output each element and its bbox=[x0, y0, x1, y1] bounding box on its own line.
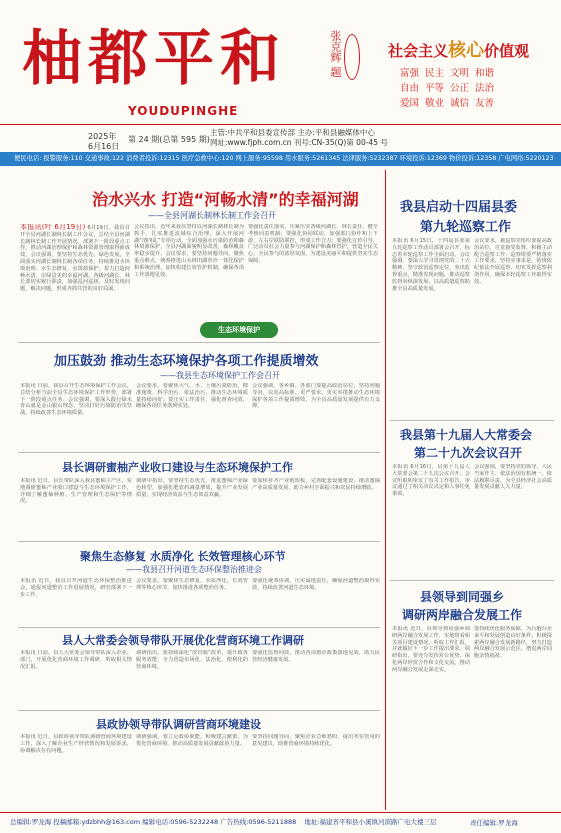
article-headline: 我县启动十四届县委 bbox=[400, 200, 518, 215]
topic-badge: 生态环境保护 bbox=[200, 322, 278, 338]
article-headline: 县长调研蜜柚产业收口建设与生态环境保护工作 bbox=[62, 461, 293, 474]
article-body: 本报讯(叶 6月19日) 6月19日，我县召开全县河湖长制林长制工作会议，总结全县河湖长制林长制工作开展情况，部署下一阶段重点工作，推动河湖治理保护和森林资源管理取得新成效。会议强调，要坚持生态优先、绿色发展，全面落实河湖长制林长制各项任务，持续推进水环境治理、水生态修复、水资源保护，着力打造河畅水清、岸绿景美的幸福河湖。各级河湖长、林长要切实履行职责，加强巡河巡林，及时发现问题、解决问题，形成齐抓共管的良好局面。 bbox=[20, 224, 130, 293]
article-body: 要强化监督问效，推动各项惠企政策落地见效，助力民营经济健康发展。 bbox=[252, 650, 380, 663]
article-body: 本报讯 近日，县政协领导带队调研营商环境建设工作，深入了解企业生产经营情况和发展诉求，协调解决存在问题。 bbox=[20, 734, 132, 754]
article-body: 会议要求，被巡察党组织要提高政治站位，自觉接受监督，积极主动配合巡察工作；巡察组要严格落实工作要求，坚持实事求是，依规依纪依法开展巡察，切实发挥巡察利剑作用，确保本轮巡察工作取得实效。 bbox=[474, 238, 552, 285]
article-body: 要强化统筹协调，压实属地责任，确保河道整治取得实效，持续改善河道生态环境。 bbox=[252, 578, 380, 591]
article-headline: 加压鼓劲 推动生态环境保护各项工作提质增效 bbox=[54, 354, 319, 369]
article-body: 会议要求，要聚焦大气、水、土壤污染防治，精准施策、科学治污、依法治污，推动生态环境质量持续向好；要压实工作责任，强化督查问效，确保各项任务落到实处。 bbox=[136, 383, 248, 410]
article-body: 会议指出，近年来我县坚持以河湖长制林长制为抓手，扎实推进流域综合治理，深入开展河湖“清四乱”专项行动，全面加强水污染防治和森林资源保护，全县河湖面貌明显改善，森林覆盖率稳步提升。会议要求，要坚持问题导向，聚焦重点难点，统筹推进山水林田湖草沙一体化保护和系统治理，加快构建长效管护机制，确保各项工作落地见效。 bbox=[134, 224, 244, 278]
article-body: 会议要求，要聚焦生态修复、水质净化、长效管理等核心环节，加快推进各项整治任务。 bbox=[136, 578, 248, 591]
section-divider bbox=[390, 580, 554, 581]
section-divider bbox=[18, 342, 380, 343]
section-divider bbox=[18, 452, 380, 453]
article-headline: 县领导到同强乡 bbox=[420, 590, 505, 604]
article-body: 本报讯 近日，县领导到同强乡调研两岸融合发展工作，实地察看相关项目建设情况，听取工作汇报，并就做好下一步工作提出要求。调研指出，要充分发挥对台优势，深化两岸经贸合作和文化交流，推动两岸融合发展走深走实。 bbox=[392, 626, 470, 673]
article-body: 要加快补齐产业链短板，完善配套设施建设，推动蜜柚产业高质量发展，助力乡村全面振兴和农民持续增收。 bbox=[252, 478, 380, 491]
article-body: 本报讯 6月15日，十四届县委第九轮巡察工作动员部署会召开，标志着本轮巡察工作全面启动。会议强调，要深入学习贯彻党的二十大精神，坚守政治巡察定位，突出监督重点，精准发现问题，推动巡察监督向纵深发展，以高质量巡察助推全县高质量发展。 bbox=[392, 238, 470, 292]
article-body: 本报讯 近日，我县召开河道生态环保整治推进会，通报河道整治工作进展情况，研究部署下一步工作。 bbox=[20, 578, 132, 598]
article-headline: 我县第十九届人大常委会 bbox=[400, 428, 533, 442]
core-values-title: 社会主义核心价值观 bbox=[388, 40, 530, 61]
issue-date: 2025年 6月16日 bbox=[88, 132, 120, 151]
issue-number: 第 24 期(总第 595 期) bbox=[128, 135, 210, 144]
article-body: 调研强调，要立足政协职能，积极建言献策，为优化营商环境、推动高质量发展贡献政协力量。 bbox=[136, 734, 248, 747]
editor-credit: 责任编辑:罗龙海 bbox=[470, 819, 518, 827]
core-values-row: 自由 平等 公正 法治 bbox=[400, 83, 495, 94]
article-body: 本报讯 6月16日，县第十九届人大常委会第二十九次会议召开。会议听取和审议了有关工作报告，审议通过了相关决议决定和人事任免事项。 bbox=[392, 464, 470, 498]
core-values-row: 富强 民主 文明 和谐 bbox=[400, 68, 495, 79]
seal-mark-icon bbox=[344, 34, 360, 80]
core-values-list bbox=[400, 66, 500, 111]
article-headline: 第九轮巡察工作 bbox=[420, 220, 512, 235]
article-headline: 治水兴水 打造“河畅水清”的幸福河湖 bbox=[92, 190, 359, 209]
section-divider bbox=[18, 541, 380, 542]
article-subtitle: ——全县河湖长制林长制工作会召开 bbox=[148, 211, 276, 220]
column-divider bbox=[385, 170, 386, 810]
article-body: 本报讯 近日，县长带队深入我县蜜柚主产区，实地调研蜜柚产业收口建设与生态环境保护工作，详细了解蜜柚种植、生产管理和生态保护等情况。 bbox=[20, 478, 132, 505]
article-body: 会议强调，各乡镇、各部门要提高政治站位，坚持问题导向，以更高标准、更严要求、更实举措推动生态环境保护各项工作提质增效，为全县高质量发展提供有力支撑。 bbox=[252, 383, 380, 410]
article-body: 调研中指出，要坚持生态优先，推进蜜柚产业绿色转型，加强化肥农药减量增效，提升产业发展质量，实现经济效益与生态效益双赢。 bbox=[136, 478, 248, 498]
article-subtitle: ——我县生态环境保护工作会召开 bbox=[160, 371, 280, 380]
article-body: 本报讯 日前，县人大常委会领导带队深入企业、部门，开展优化营商环境工作调研，听取相关情况汇报。 bbox=[20, 650, 132, 670]
publisher-info: 主管:中共平和县委宣传部 主办:平和县融媒体中心 网址:www.fjph.com.cn 刊号:CN-35(Q)第 00-45 号 bbox=[210, 128, 388, 147]
article-headline: 聚焦生态修复 水质净化 长效管理核心环节 bbox=[80, 550, 286, 563]
article-headline: 县人大常委会领导带队开展优化营商环境工作调研 bbox=[62, 634, 304, 647]
hotline-bar: 便民电话: 报警服务:110 交通事故:122 消费者投诉:12315 医疗急救中心:120 网上服务:95598 用水服务:5261345 法律服务:5232387 环境投诉:12369 物价投诉:12358 广电网络:5220123 bbox=[0, 152, 561, 166]
calligraphy-seal: 张克辉 题 bbox=[329, 30, 342, 78]
article-headline: 调研两岸融合发展工作 bbox=[402, 608, 523, 622]
page-footer: 总编辑:罗龙海 投稿邮箱:ydzbhh@163.com 编辑电话:0596-5232248 广告热线:0596-5211888 地址:福建省平和县小溪镇河滨路广电大楼三层 bbox=[0, 812, 561, 833]
article-headline: 第二十九次会议召开 bbox=[414, 446, 523, 460]
article-body: 调研指出，要持续深化“放管服”改革，提升政务服务效能，全力营造市场化、法治化、便利化的营商环境。 bbox=[136, 650, 248, 670]
core-values-row: 爱国 敬业 诚信 友善 bbox=[400, 98, 495, 109]
section-divider bbox=[18, 627, 380, 628]
article-headline: 县政协领导带队调研营商环境建设 bbox=[96, 718, 261, 731]
article-body: 要持续优化服务保障，为台胞台企来平和发展创造良好条件，积极探索两岸融合发展新路径，努力打造两岸融合发展示范区，增进两岸同胞亲情福祉。 bbox=[474, 626, 552, 660]
newspaper-title: 柚都平和 bbox=[22, 24, 286, 94]
section-divider bbox=[18, 710, 380, 711]
section-divider bbox=[390, 420, 554, 421]
article-body: 会议强调，要坚持党的领导、人民当家作主、依法治国有机统一，依法履职尽责，为全县经济社会高质量发展贡献人大力量。 bbox=[474, 464, 552, 491]
article-subtitle: ——我县召开河道生态环保整治推进会 bbox=[126, 565, 262, 574]
article-body: 要强化责任落实，压紧压实各级河湖长、林长责任，健全考核问责机制；要强化协同联动，加强部门协作和上下游、左右岸联防联控，形成工作合力；要强化宣传引导，广泛动员社会力量参与河湖保护和森林管护，营造全民关心、全民参与的浓厚氛围，为建设美丽平和提供坚实生态保障。 bbox=[248, 224, 378, 264]
article-body: 要坚持问题导向，聚焦企业急难愁盼，提出务实管用的意见建议，助推营商环境持续优化。 bbox=[252, 734, 380, 747]
article-body: 本报讯 日前，我县召开生态环境保护工作会议，总结分析当前全县生态环境保护工作形势，部署下一阶段重点任务。会议强调，要深入践行绿水青山就是金山银山理念，坚决打好污染防治攻坚战，持续改善生态环境质量。 bbox=[20, 383, 132, 417]
newspaper-title-pinyin: YOUDUPINGHE bbox=[128, 104, 239, 118]
